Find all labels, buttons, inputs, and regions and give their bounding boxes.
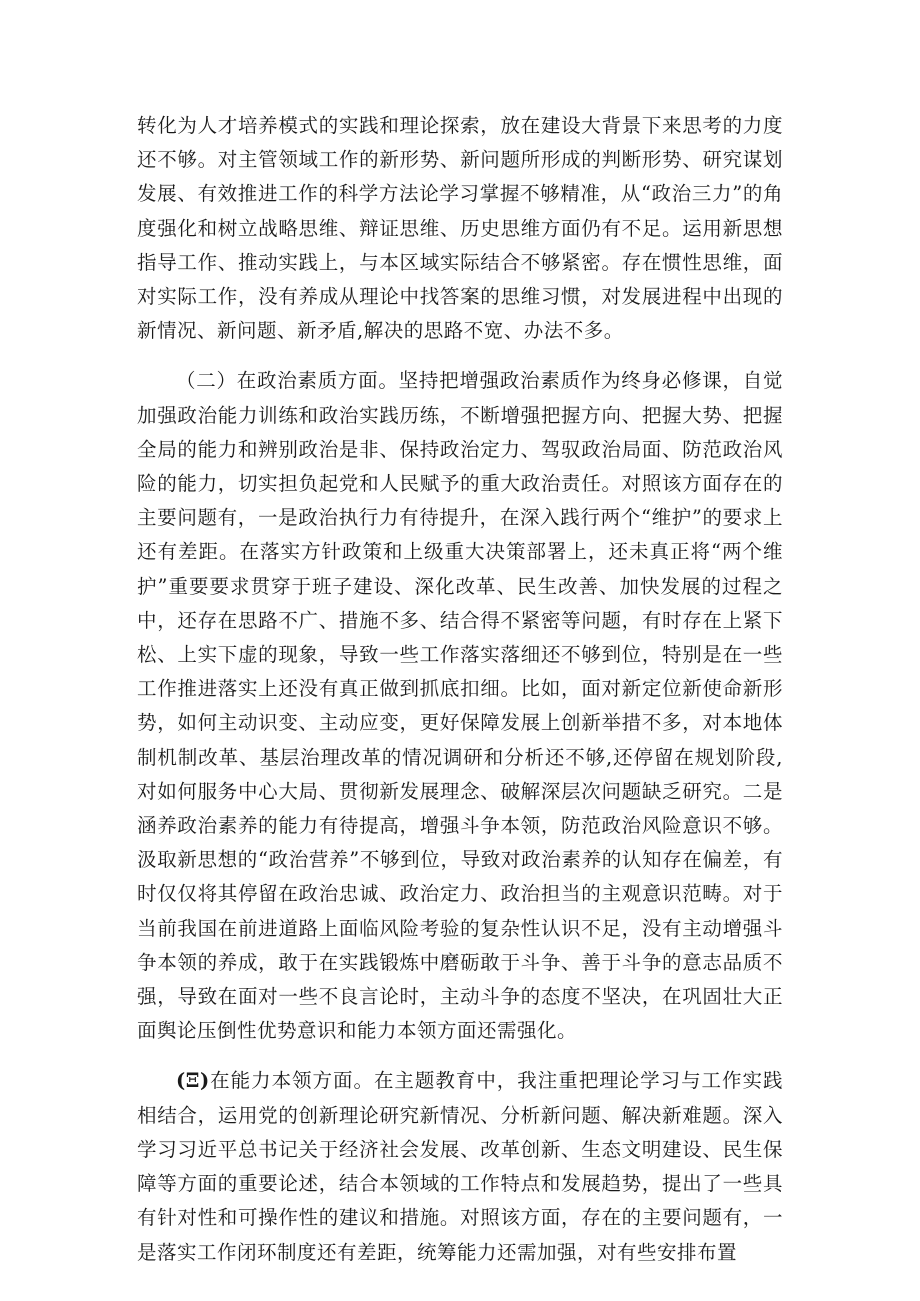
section-marker: （二） [176,369,237,393]
section-marker: (Ξ) [176,1069,210,1093]
paragraph-ability [137,1064,783,1269]
paragraph-text: 在政治素质方面。坚持把增强政治素质作为终身必修课，自觉加强政治能力训练和政治实践历练，不断增强把握方向、把握大势、把握全局的能力和辨别政治是非、保持政治定力、驾驭政治局面、防范政治风险的能力，切实担负起党和人民赋予的重大政治责任。对照该方面存在的主要问题有，一是政治执行力有待提升，在深入践行两个“维护”的要求上还有差距。在落实方针政策和上级重大决策部署上，还未真正将“两个维护”重要要求贯穿于班子建设、深化改革、民生改善、加快发展的过程之中，还存在思路不广、措施不多、结合得不紧密等问题，有时存在上紧下松、上实下虚的现象，导致一些工作落实落细还不够到位，特别是在一些工作推进落实上还没有真正做到抓底扣细。比如，面对新定位新使命新形势，如何主动识变、主动应变，更好保障发展上创新举措不多，对本地体制机制改革、基层治理改革的情况调研和分析还不够,还停留在规划阶段,对如何服务中心大局、贯彻新发展理念、破解深层次问题缺乏研究。二是涵养政治素养的能力有待提高，增强斗争本领，防范政治风险意识不够。汲取新思想的“政治营养”不够到位，导致对政治素养的认知存在偏差，有时仅仅将其停留在政治忠诚、政治定力、政治担当的主观意识范畴。对于当前我国在前进道路上面临风险考验的复杂性认识不足，没有主动增强斗争本领的养成，敢于在实践锻炼中磨砺敢于斗争、善于斗争的意志品质不强，导致在面对一些不良言论时，主动斗争的态度不坚决，在巩固壮大正面舆论压倒性优势意识和能力本领方面还需强化。 [137,369,783,1043]
paragraph-text: 在能力本领方面。在主题教育中，我注重把理论学习与工作实践相结合，运用党的创新理论研究新情况、分析新问题、解决新难题。深入学习习近平总书记关于经济社会发展、改革创新、生态文明建设、民生保障等方面的重要论述，结合本领域的工作特点和发展趋势，提出了一些具有针对性和可操作性的建议和措施。对照该方面，存在的主要问题有，一是落实工作闭环制度还有差距，统筹能力还需加强，对有些安排布置 [137,1069,783,1264]
paragraph-political-quality [137,364,783,1048]
paragraph-text: 转化为人才培养模式的实践和理论探索，放在建设大背景下来思考的力度还不够。对主管领域工作的新形势、新问题所形成的判断形势、研究谋划发展、有效推进工作的科学方法论学习掌握不够精准，从“政治三力”的角度强化和树立战略思维、辩证思维、历史思维方面仍有不足。运用新思想指导工作、推动实践上，与本区域实际结合不够紧密。存在惯性思维，面对实际工作，没有养成从理论中找答案的思维习惯，对发展进程中出现的新情况、新问题、新矛盾,解决的思路不宽、办法不多。 [137,114,783,343]
paragraph-continued [137,109,783,348]
document-body [137,109,783,1286]
